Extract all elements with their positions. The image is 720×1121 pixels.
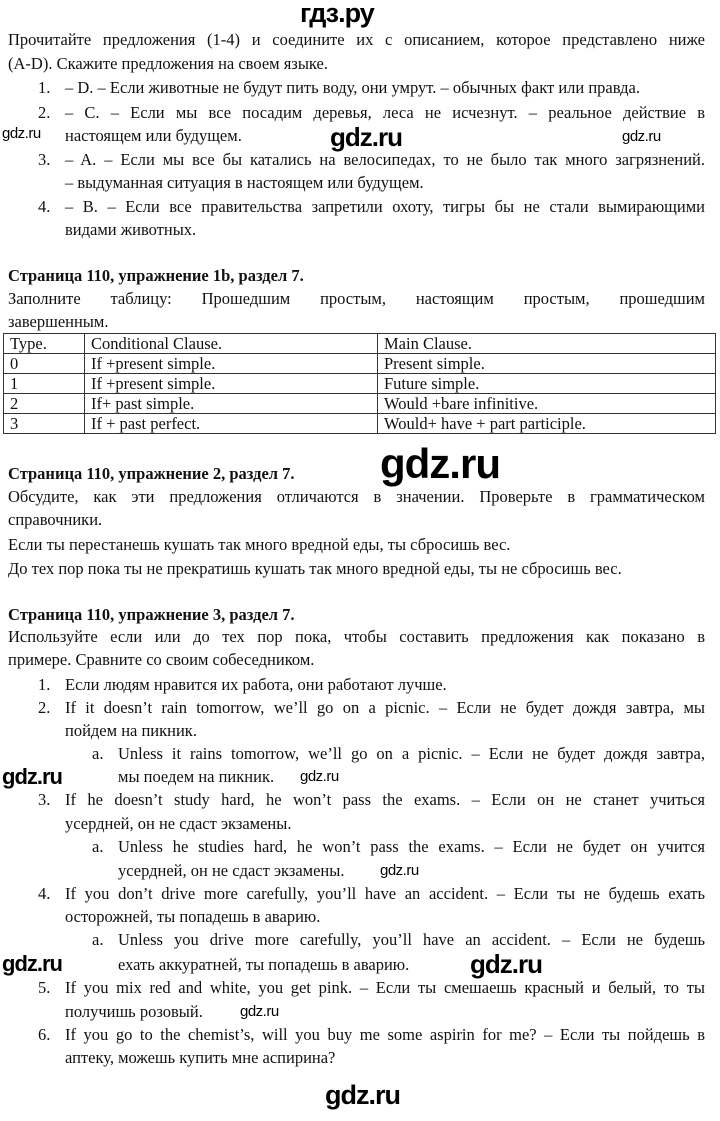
intro-line: (A-D). Скажите предложения на своем языке. <box>8 54 328 73</box>
sub-item: Unless it rains tomorrow, we’ll go on a picnic. – Если не будет дождя завтра, <box>118 744 705 763</box>
table-row <box>4 374 716 394</box>
list-item: – D. – Если животные не будут пить воду, они умрут. – обычных факт или правда. <box>65 78 640 97</box>
list-item: – B. – Если все правительства запретили охоту, тигры бы не стали вымирающими <box>65 197 705 216</box>
sub-item: мы поедем на пикник. <box>118 767 275 786</box>
table-cell: 0 <box>4 354 85 374</box>
list-item: If you mix red and white, you get pink. – Если ты смешаешь красный и белый, то ты <box>65 978 705 997</box>
item-number: 5. <box>38 978 51 997</box>
list-item: видами животных. <box>65 220 197 239</box>
item-number: 3. <box>38 150 51 169</box>
watermark: gdz.ru <box>300 768 339 785</box>
watermark: gdz.ru <box>2 951 62 976</box>
list-item: осторожней, ты попадешь в аварию. <box>65 907 321 926</box>
intro-line: примере. Сравните со своим собеседником. <box>8 650 315 669</box>
list-item: – выдуманная ситуация в настоящем или будущем. <box>65 173 424 192</box>
table-cell: If +present simple. <box>85 354 378 374</box>
watermark: gdz.ru <box>330 122 402 152</box>
list-item: аптеку, можешь купить мне аспирина? <box>65 1048 336 1067</box>
intro-line: Прочитайте предложения (1-4) и соедините их с описанием, которое представлено ниже <box>8 30 705 49</box>
header-cell: Conditional Clause. <box>85 334 378 354</box>
list-item: Если людям нравится их работа, они работают лучше. <box>65 675 447 694</box>
list-item: If you go to the chemist’s, will you buy me some aspirin for me? – Если ты пойдешь в <box>65 1025 705 1044</box>
text-line: Если ты перестанешь кушать так много вредной еды, ты сбросишь вес. <box>8 535 511 554</box>
table-row <box>4 394 716 414</box>
item-number: 6. <box>38 1025 51 1044</box>
item-number: 2. <box>38 698 51 717</box>
text-line: До тех пор пока ты не прекратишь кушать так много вредной еды, ты не сбросишь вес. <box>8 559 622 578</box>
section-heading: Страница 110, упражнение 1b, раздел 7. <box>8 266 304 285</box>
list-item: – A. – Если мы все бы катались на велосипедах, то не было так много загрязнений. <box>65 150 705 169</box>
list-item: настоящем или будущем. <box>65 126 242 145</box>
sub-item: Unless you drive more carefully, you’ll have an accident. – Если не будешь <box>118 930 705 949</box>
list-item: получишь розовый. <box>65 1002 203 1021</box>
section-heading: Страница 110, упражнение 2, раздел 7. <box>8 464 295 483</box>
table-row <box>4 354 716 374</box>
item-number: 1. <box>38 78 51 97</box>
table-cell: Would+ have + part participle. <box>378 414 716 434</box>
watermark: gdz.ru <box>380 440 500 487</box>
text-line: справочники. <box>8 510 103 529</box>
item-number: 4. <box>38 197 51 216</box>
table-cell: 2 <box>4 394 85 414</box>
watermark: gdz.ru <box>470 949 542 979</box>
watermark: gdz.ru <box>380 862 419 879</box>
table-row <box>4 414 716 434</box>
conditionals-table <box>3 333 716 434</box>
table-header-row <box>4 334 716 354</box>
watermark: gdz.ru <box>622 128 661 145</box>
table-cell: 3 <box>4 414 85 434</box>
list-item: усердней, он не сдаст экзамены. <box>65 814 292 833</box>
item-number: 3. <box>38 790 51 809</box>
sub-item-letter: a. <box>92 930 104 949</box>
sub-item: ехать аккуратней, ты попадешь в аварию. <box>118 955 410 974</box>
text-line: Обсудите, как эти предложения отличаются в значении. Проверьте в грамматическом <box>8 487 705 506</box>
watermark: gdz.ru <box>240 1003 279 1020</box>
list-item: If it doesn’t rain tomorrow, we’ll go on a picnic. – Если не будет дождя завтра, мы <box>65 698 705 717</box>
site-logo-watermark: гдз.ру <box>300 0 374 28</box>
item-number: 2. <box>38 103 51 122</box>
header-cell: Type. <box>4 334 85 354</box>
intro-line: Используйте если или до тех пор пока, чтобы составить предложения как показано в <box>8 627 705 646</box>
table-cell: Would +bare infinitive. <box>378 394 716 414</box>
table-cell: Future simple. <box>378 374 716 394</box>
intro-line: Заполните таблицу: Прошедшим простым, настоящим простым, прошедшим <box>8 289 705 308</box>
sub-item: Unless he studies hard, he won’t pass the exams. – Если не будет он учится <box>118 837 705 856</box>
table-cell: Present simple. <box>378 354 716 374</box>
list-item: пойдем на пикник. <box>65 721 197 740</box>
list-item: If he doesn’t study hard, he won’t pass the exams. – Если он не станет учиться <box>65 790 705 809</box>
watermark: gdz.ru <box>2 764 62 789</box>
watermark: gdz.ru <box>325 1080 400 1110</box>
watermark: gdz.ru <box>2 125 41 142</box>
sub-item: усердней, он не сдаст экзамены. <box>118 861 345 880</box>
table-cell: If+ past simple. <box>85 394 378 414</box>
intro-line: завершенным. <box>8 312 109 331</box>
sub-item-letter: a. <box>92 837 104 856</box>
table-cell: 1 <box>4 374 85 394</box>
sub-item-letter: a. <box>92 744 104 763</box>
table-cell: If +present simple. <box>85 374 378 394</box>
item-number: 4. <box>38 884 51 903</box>
item-number: 1. <box>38 675 51 694</box>
list-item: – C. – Если мы все посадим деревья, леса не исчезнут. – реальное действие в <box>65 103 705 122</box>
list-item: If you don’t drive more carefully, you’ll have an accident. – Если ты не будешь ехать <box>65 884 705 903</box>
header-cell: Main Clause. <box>378 334 716 354</box>
table-cell: If + past perfect. <box>85 414 378 434</box>
section-heading: Страница 110, упражнение 3, раздел 7. <box>8 605 295 624</box>
